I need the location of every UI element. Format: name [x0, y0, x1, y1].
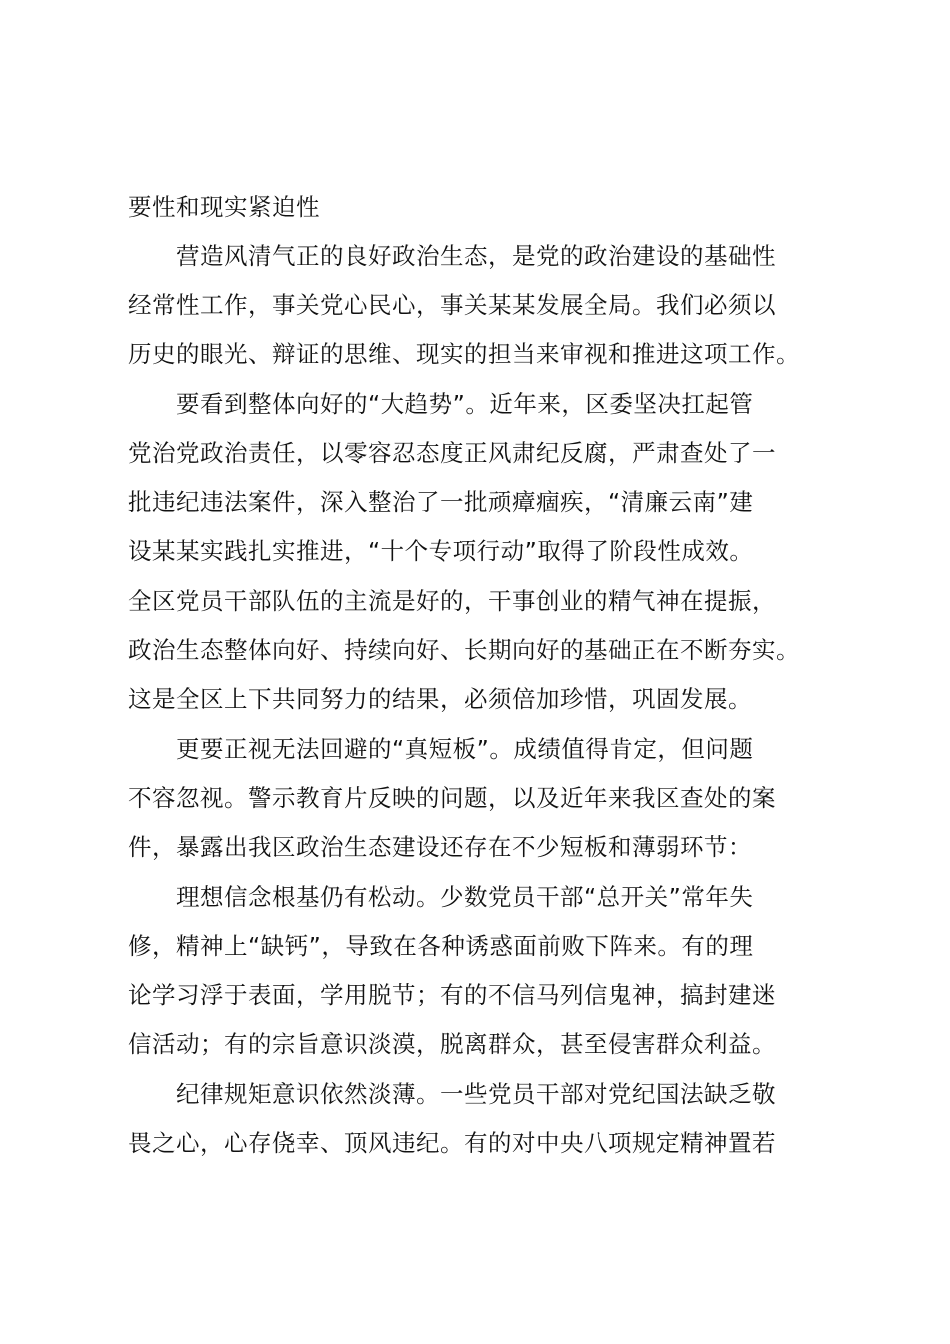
- text-line: 政治生态整体向好、持续向好、长期向好的基础正在不断夯实。: [128, 636, 800, 664]
- paragraph-first-line: 要看到整体向好的“大趋势”。近年来，区委坚决扛起管: [176, 390, 754, 418]
- text-line: 这是全区上下共同努力的结果，必须倍加珍惜，巩固发展。: [128, 685, 752, 713]
- text-line: 全区党员干部队伍的主流是好的，干事创业的精气神在提振，: [128, 587, 776, 615]
- text-line: 信活动；有的宗旨意识淡漠，脱离群众，甚至侵害群众利益。: [128, 1030, 776, 1058]
- text-line: 党治党政治责任，以零容忍态度正风肃纪反腐，严肃查处了一: [128, 439, 776, 467]
- text-line: 修，精神上“缺钙”，导致在各种诱惑面前败下阵来。有的理: [128, 932, 754, 960]
- text-line: 不容忽视。警示教育片反映的问题，以及近年来我区查处的案: [128, 784, 776, 812]
- paragraph-first-line: 理想信念根基仍有松动。少数党员干部“总开关”常年失: [176, 883, 754, 911]
- text-line: 畏之心，心存侥幸、顶风违纪。有的对中央八项规定精神置若: [128, 1129, 776, 1157]
- text-line: 批违纪违法案件，深入整治了一批顽瘴痼疾，“清廉云南”建: [128, 488, 754, 516]
- text-line: 经常性工作，事关党心民心，事关某某发展全局。我们必须以: [128, 291, 776, 319]
- paragraph-first-line: 营造风清气正的良好政治生态，是党的政治建设的基础性: [176, 242, 776, 270]
- text-line: 件，暴露出我区政治生态建设还存在不少短板和薄弱环节：: [128, 833, 752, 861]
- text-line: 论学习浮于表面，学用脱节；有的不信马列信鬼神，搞封建迷: [128, 981, 776, 1009]
- text-line: 要性和现实紧迫性: [128, 193, 320, 221]
- text-line: 设某某实践扎实推进，“十个专项行动”取得了阶段性成效。: [128, 537, 754, 565]
- text-line: 历史的眼光、辩证的思维、现实的担当来审视和推进这项工作。: [128, 340, 800, 368]
- paragraph-first-line: 纪律规矩意识依然淡薄。一些党员干部对党纪国法缺乏敬: [176, 1080, 776, 1108]
- paragraph-first-line: 更要正视无法回避的“真短板”。成绩值得肯定，但问题: [176, 735, 754, 763]
